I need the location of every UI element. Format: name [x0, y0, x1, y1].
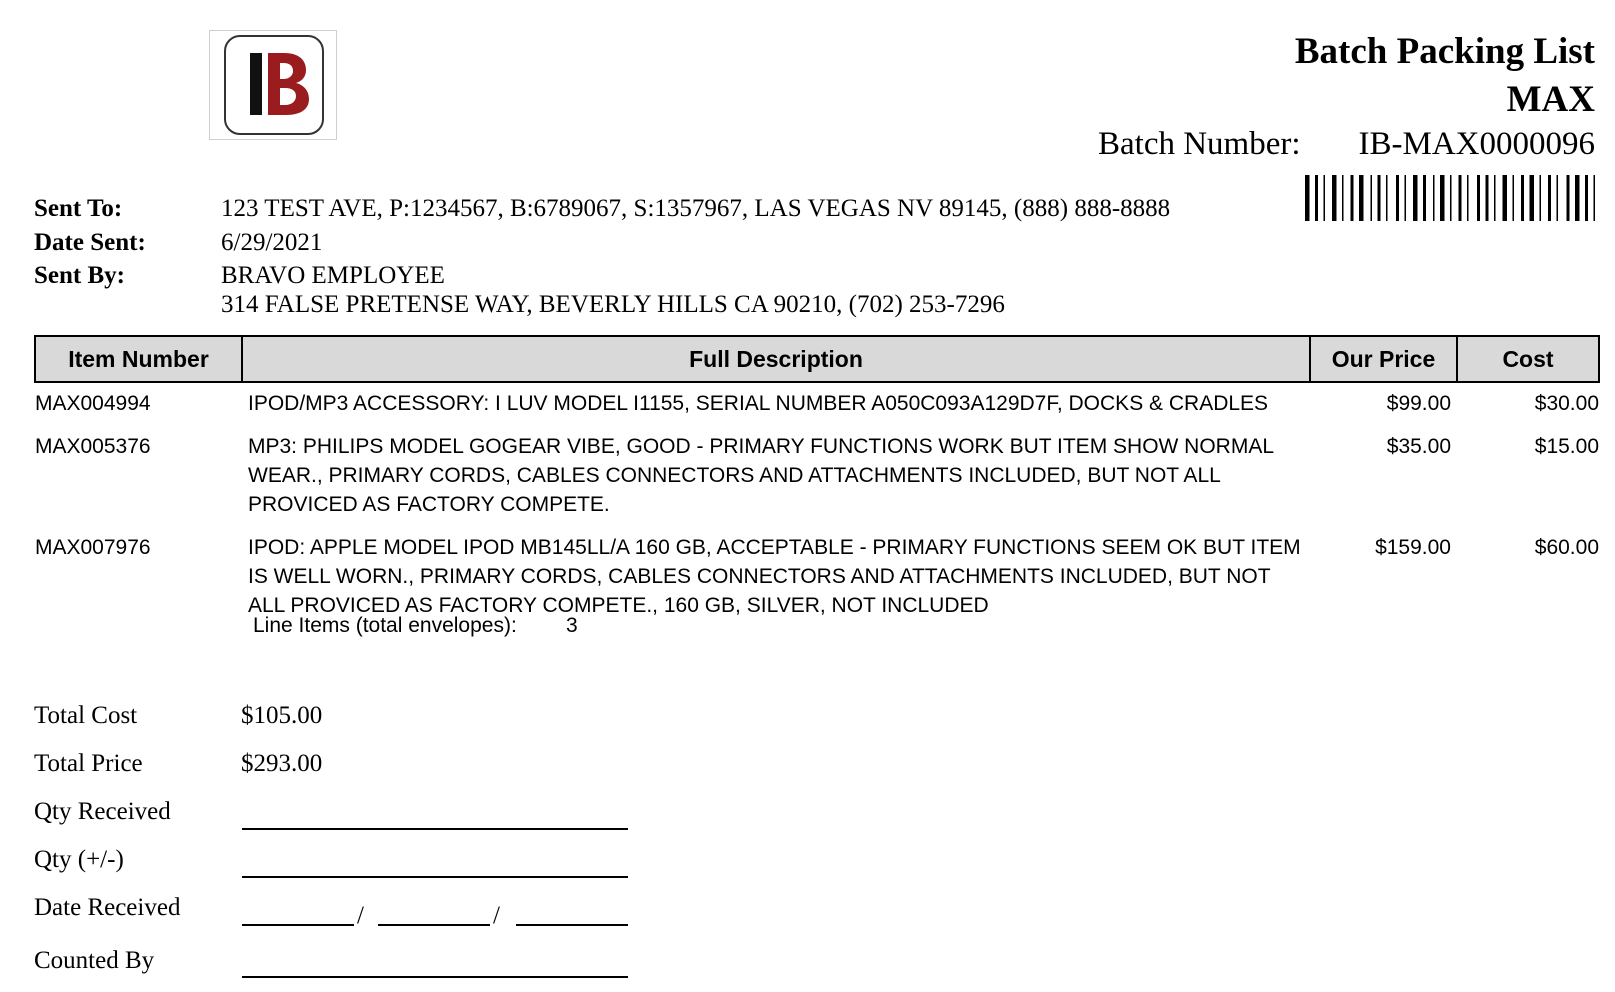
item-number: MAX004994 — [35, 392, 151, 415]
item-description: MP3: PHILIPS MODEL GOGEAR VIBE, GOOD - PRIMARY FUNCTIONS WORK BUT ITEM SHOW NORMAL WEAR., PRIMARY CORDS, CABLES CONNECTORS AND ATTACHMENTS INCLUDED, BUT NOT ALL PROVICED AS FACTORY COMPETE. — [248, 435, 1274, 516]
barcode-bar — [1371, 175, 1373, 221]
barcode-bar — [1433, 175, 1435, 221]
item-cost: $15.00 — [1534, 435, 1599, 458]
total-price-value: $293.00 — [241, 750, 323, 777]
counted-by-label: Counted By — [34, 947, 155, 974]
date-sent-value: 6/29/2021 — [221, 229, 323, 256]
line-items-count: 3 — [566, 614, 578, 637]
item-cost: $60.00 — [1534, 536, 1599, 559]
total-cost-value: $105.00 — [241, 702, 323, 729]
barcode-bar — [1386, 175, 1388, 221]
document-title: Batch Packing List — [1294, 31, 1595, 72]
barcode-bar — [1440, 175, 1445, 221]
column-header-cost: Cost — [1457, 336, 1599, 382]
batch-number-label: Batch Number: — [1098, 126, 1301, 162]
item-number: MAX005376 — [35, 435, 151, 458]
line-items-label: Line Items (total envelopes): — [253, 614, 517, 637]
item-description: IPOD/MP3 ACCESSORY: I LUV MODEL I1155, SERIAL NUMBER A050C093A129D7F, DOCKS & CRADLES — [248, 392, 1269, 415]
barcode-bar — [1315, 175, 1318, 221]
barcode-bar — [1305, 175, 1310, 221]
column-header-description: Full Description — [242, 336, 1310, 382]
table-row — [35, 382, 1599, 426]
barcode-bar — [1494, 175, 1496, 221]
item-cost: $30.00 — [1534, 392, 1599, 415]
date-received-year-field[interactable] — [516, 924, 628, 926]
barcode-bar — [1378, 175, 1381, 221]
company-logo — [209, 30, 337, 140]
date-sent-label: Date Sent: — [34, 229, 146, 256]
date-separator: / — [493, 902, 500, 929]
barcode-bar — [1567, 175, 1570, 221]
batch-number: IB-MAX0000096 — [1358, 126, 1595, 162]
sent-by-label: Sent By: — [34, 262, 125, 289]
barcode-bar — [1324, 175, 1326, 221]
barcode-bar — [1503, 175, 1508, 221]
barcode-bar — [1594, 175, 1596, 221]
barcode-bar — [1413, 175, 1418, 221]
sent-by-name: BRAVO EMPLOYEE — [221, 262, 445, 289]
qty-adjust-field[interactable] — [242, 876, 628, 878]
barcode-bar — [1332, 175, 1337, 221]
bravo-b-logo-icon — [224, 35, 324, 135]
date-received-day-field[interactable] — [378, 924, 490, 926]
qty-adjust-label: Qty (+/-) — [34, 846, 124, 873]
counted-by-field[interactable] — [242, 976, 628, 978]
item-price: $159.00 — [1375, 536, 1451, 559]
barcode-bar — [1513, 175, 1515, 221]
column-header-item-number: Item Number — [35, 336, 242, 382]
barcode-bar — [1486, 175, 1489, 221]
barcode-bar — [1423, 175, 1426, 221]
sent-to-address: 123 TEST AVE, P:1234567, B:6789067, S:1357967, LAS VEGAS NV 89145, (888) 888-8888 — [221, 195, 1171, 222]
item-price: $35.00 — [1386, 435, 1451, 458]
barcode-bar — [1521, 175, 1524, 221]
table-row — [35, 426, 1599, 527]
table-header-row — [35, 336, 1599, 382]
qty-received-field[interactable] — [242, 828, 628, 830]
barcode-bar — [1575, 175, 1580, 221]
sent-to-label: Sent To: — [34, 195, 123, 222]
barcode-bar — [1342, 175, 1344, 221]
barcode-bar — [1459, 175, 1462, 221]
barcode-bar — [1351, 175, 1354, 221]
qty-received-label: Qty Received — [34, 798, 171, 825]
column-header-our-price: Our Price — [1310, 336, 1457, 382]
barcode-bar — [1530, 175, 1535, 221]
table-row — [35, 527, 1599, 628]
date-received-month-field[interactable] — [242, 924, 354, 926]
barcode-bar — [1467, 175, 1469, 221]
item-description: IPOD: APPLE MODEL IPOD MB145LL/A 160 GB, ACCEPTABLE - PRIMARY FUNCTIONS SEEM OK BUT ITEM IS WELL WORN., PRIMARY CORDS, CABLES CONNECTORS AND ATTACHMENTS INCLUDED, BUT NOT ALL PROVICED AS FACTORY COMPETE., 160 GB, SILVER, NOT INCLUDED — [248, 536, 1301, 617]
barcode-icon — [1305, 175, 1598, 221]
barcode-bar — [1548, 175, 1551, 221]
date-separator: / — [357, 902, 364, 929]
barcode-bar — [1585, 175, 1588, 221]
barcode-bar — [1405, 175, 1407, 221]
barcode-bar — [1450, 175, 1452, 221]
barcode-bar — [1540, 175, 1542, 221]
barcode-bar — [1396, 175, 1399, 221]
batch-code: MAX — [1506, 79, 1595, 120]
total-price-label: Total Price — [34, 750, 143, 777]
date-received-label: Date Received — [34, 894, 181, 921]
total-cost-label: Total Cost — [34, 702, 138, 729]
items-table — [34, 335, 1600, 628]
barcode-bar — [1359, 175, 1364, 221]
item-price: $99.00 — [1386, 392, 1451, 415]
item-number: MAX007976 — [35, 536, 151, 559]
barcode-bar — [1477, 175, 1480, 221]
sent-by-address: 314 FALSE PRETENSE WAY, BEVERLY HILLS CA 90210, (702) 253-7296 — [221, 291, 1005, 318]
barcode-bar — [1557, 175, 1559, 221]
